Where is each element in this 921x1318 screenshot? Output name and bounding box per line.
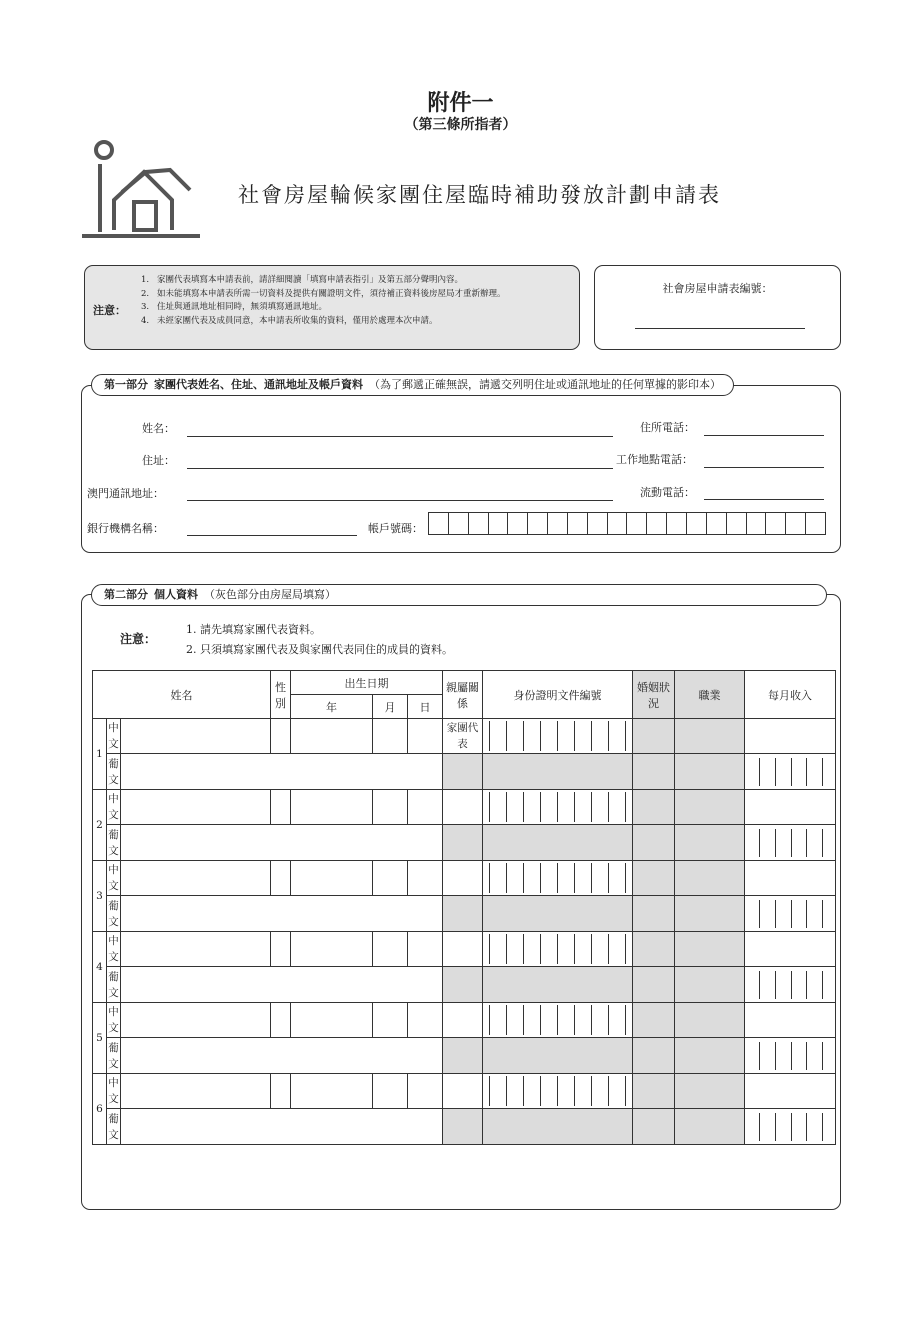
marital-cell	[633, 719, 675, 754]
part2-heading: 第二部分 個人資料 （灰色部分由房屋局填寫）	[91, 584, 827, 606]
relation-cell	[443, 1109, 483, 1145]
relation-cell[interactable]	[443, 1074, 483, 1109]
lang-portuguese: 葡文	[107, 1038, 121, 1074]
table-row	[93, 1074, 836, 1109]
income-cell[interactable]	[745, 861, 836, 896]
year-cell[interactable]	[291, 1003, 373, 1038]
notice-item: 3. 住址與通訊地址相同時，無須填寫通訊地址。	[141, 302, 328, 312]
notice-label: 注意：	[93, 304, 126, 317]
header-relation: 親屬關係	[443, 671, 483, 719]
sex-cell[interactable]	[271, 861, 291, 896]
id-number-cell	[483, 896, 633, 932]
name-cn-cell[interactable]	[121, 932, 271, 967]
year-cell[interactable]	[291, 790, 373, 825]
id-number-cell[interactable]	[483, 861, 633, 896]
id-number-cell	[483, 1109, 633, 1145]
occupation-cell	[675, 1109, 745, 1145]
account-number-field[interactable]	[428, 512, 826, 535]
id-number-cell[interactable]	[483, 1074, 633, 1109]
table-row	[93, 825, 836, 861]
day-cell[interactable]	[408, 790, 443, 825]
header-day: 日	[408, 695, 443, 719]
marital-cell	[633, 896, 675, 932]
marital-cell	[633, 1109, 675, 1145]
id-number-cell[interactable]	[483, 719, 633, 754]
relation-cell: 家團代表	[443, 719, 483, 754]
part2-notice-label: 注意：	[120, 632, 157, 646]
application-number-label: 社會房屋申請表編號：	[662, 282, 773, 295]
header-sex: 性別	[271, 671, 291, 719]
occupation-cell	[675, 1038, 745, 1074]
id-number-cell	[483, 1038, 633, 1074]
id-number-cell	[483, 967, 633, 1003]
table-row	[93, 790, 836, 825]
relation-cell	[443, 825, 483, 861]
row-number: 1	[93, 719, 107, 790]
occupation-cell	[675, 1003, 745, 1038]
table-header-row	[93, 671, 836, 695]
application-number-box	[594, 265, 841, 350]
notice-item: 2. 如未能填寫本申請表所需一切資料及提供有關證明文件，須待補正資料後房屋局才重新辦理。	[141, 288, 506, 299]
sex-cell[interactable]	[271, 1003, 291, 1038]
occupation-cell	[675, 825, 745, 861]
name-pt-cell[interactable]	[121, 1109, 443, 1145]
marital-cell	[633, 754, 675, 790]
home-phone-field[interactable]	[704, 435, 824, 436]
day-cell[interactable]	[408, 1003, 443, 1038]
marital-cell	[633, 861, 675, 896]
occupation-cell	[675, 967, 745, 1003]
id-number-cell	[483, 825, 633, 861]
income-cell[interactable]	[745, 1003, 836, 1038]
id-number-cell[interactable]	[483, 932, 633, 967]
notice-item: 1. 家團代表填寫本申請表前，請詳細閱讀「填寫申請表指引」及第五部分聲明內容。	[141, 275, 464, 285]
personal-data-table	[92, 670, 836, 1145]
id-number-cell	[483, 754, 633, 790]
sex-cell[interactable]	[271, 790, 291, 825]
row-number: 6	[93, 1074, 107, 1145]
marital-cell	[633, 1038, 675, 1074]
notice-list	[141, 274, 566, 328]
marital-cell	[633, 1074, 675, 1109]
name-cn-cell[interactable]	[121, 861, 271, 896]
name-pt-cell[interactable]	[121, 754, 443, 790]
relation-cell[interactable]	[443, 790, 483, 825]
lang-chinese: 中文	[107, 861, 121, 896]
name-cn-cell[interactable]	[121, 719, 271, 754]
table-row	[93, 1038, 836, 1074]
work-phone-field[interactable]	[704, 467, 824, 468]
sex-cell[interactable]	[271, 932, 291, 967]
relation-cell	[443, 1038, 483, 1074]
id-number-cell[interactable]	[483, 1003, 633, 1038]
income-cell[interactable]	[745, 790, 836, 825]
income-cell[interactable]	[745, 719, 836, 754]
table-row	[93, 719, 836, 754]
name-field[interactable]	[187, 436, 613, 437]
table-row	[93, 932, 836, 967]
marital-cell	[633, 1003, 675, 1038]
income-cell[interactable]	[745, 932, 836, 967]
month-cell[interactable]	[373, 932, 408, 967]
lang-chinese: 中文	[107, 1074, 121, 1109]
table-row	[93, 861, 836, 896]
year-cell[interactable]	[291, 932, 373, 967]
work-phone-label: 工作地點電話：	[616, 453, 693, 466]
table-row	[93, 896, 836, 932]
marital-cell	[633, 825, 675, 861]
name-pt-cell[interactable]	[121, 967, 443, 1003]
mail-address-label: 澳門通訊地址：	[87, 487, 164, 500]
marital-cell	[633, 790, 675, 825]
occupation-cell	[675, 896, 745, 932]
occupation-cell	[675, 861, 745, 896]
mail-address-field[interactable]	[187, 500, 613, 501]
table-row	[93, 1109, 836, 1145]
occupation-cell	[675, 932, 745, 967]
lang-portuguese: 葡文	[107, 754, 121, 790]
name-cn-cell[interactable]	[121, 1003, 271, 1038]
income-cell[interactable]	[745, 967, 836, 1003]
notice-box	[84, 265, 580, 350]
row-number: 3	[93, 861, 107, 932]
table-row	[93, 754, 836, 790]
lang-chinese: 中文	[107, 1003, 121, 1038]
month-cell[interactable]	[373, 719, 408, 754]
header-year: 年	[291, 695, 373, 719]
income-cell[interactable]	[745, 1109, 836, 1145]
header-id-number: 身份證明文件編號	[483, 671, 633, 719]
row-number: 5	[93, 1003, 107, 1074]
header-month: 月	[373, 695, 408, 719]
house-person-icon	[82, 134, 202, 242]
header-occupation: 職業	[675, 671, 745, 719]
day-cell[interactable]	[408, 932, 443, 967]
lang-portuguese: 葡文	[107, 967, 121, 1003]
mobile-label: 流動電話：	[640, 486, 695, 499]
marital-cell	[633, 932, 675, 967]
relation-cell	[443, 967, 483, 1003]
header-income: 每月收入	[745, 671, 836, 719]
name-pt-cell[interactable]	[121, 896, 443, 932]
header-marital: 婚姻狀況	[633, 671, 675, 719]
name-label: 姓名：	[142, 422, 175, 435]
year-cell[interactable]	[291, 1074, 373, 1109]
occupation-cell	[675, 790, 745, 825]
month-cell[interactable]	[373, 790, 408, 825]
name-cn-cell[interactable]	[121, 790, 271, 825]
form-title: 社會房屋輪候家團住屋臨時補助發放計劃申請表	[238, 183, 721, 207]
lang-portuguese: 葡文	[107, 1109, 121, 1145]
header-name: 姓名	[93, 671, 271, 719]
occupation-cell	[675, 754, 745, 790]
bank-field[interactable]	[187, 535, 357, 536]
sex-cell[interactable]	[271, 1074, 291, 1109]
notice-item: 4. 未經家團代表及成員同意，本申請表所收集的資料，僅用於處理本次申請。	[141, 315, 438, 326]
occupation-cell	[675, 719, 745, 754]
day-cell[interactable]	[408, 861, 443, 896]
relation-cell	[443, 896, 483, 932]
row-number: 4	[93, 932, 107, 1003]
annex-subtitle: （第三條所指者）	[404, 117, 517, 133]
account-label: 帳戶號碼：	[368, 522, 423, 535]
address-label: 住址：	[142, 454, 175, 467]
name-cn-cell[interactable]	[121, 1074, 271, 1109]
sex-cell[interactable]	[271, 719, 291, 754]
relation-cell[interactable]	[443, 932, 483, 967]
year-cell[interactable]	[291, 719, 373, 754]
address-field[interactable]	[187, 468, 613, 469]
application-number-field[interactable]	[635, 328, 805, 329]
name-pt-cell[interactable]	[121, 1038, 443, 1074]
row-number: 2	[93, 790, 107, 861]
month-cell[interactable]	[373, 1003, 408, 1038]
income-cell[interactable]	[745, 1074, 836, 1109]
day-cell[interactable]	[408, 1074, 443, 1109]
occupation-cell	[675, 1074, 745, 1109]
home-phone-label: 住所電話：	[640, 421, 695, 434]
name-pt-cell[interactable]	[121, 825, 443, 861]
part2-notice-1: 1. 請先填寫家團代表資料。	[186, 623, 321, 636]
relation-cell	[443, 754, 483, 790]
id-number-cell[interactable]	[483, 790, 633, 825]
lang-chinese: 中文	[107, 932, 121, 967]
day-cell[interactable]	[408, 719, 443, 754]
part1-heading: 第一部分 家團代表姓名、住址、通訊地址及帳戶資料 （為了郵遞正確無誤，請遞交列明住址或通訊地址的任何單據的影印本）	[91, 374, 734, 396]
lang-chinese: 中文	[107, 719, 121, 754]
marital-cell	[633, 967, 675, 1003]
year-cell[interactable]	[291, 861, 373, 896]
month-cell[interactable]	[373, 1074, 408, 1109]
bank-label: 銀行機構名稱：	[87, 522, 164, 535]
month-cell[interactable]	[373, 861, 408, 896]
relation-cell[interactable]	[443, 1003, 483, 1038]
lang-portuguese: 葡文	[107, 825, 121, 861]
lang-chinese: 中文	[107, 790, 121, 825]
income-cell[interactable]	[745, 896, 836, 932]
income-cell[interactable]	[745, 825, 836, 861]
table-row	[93, 967, 836, 1003]
income-cell[interactable]	[745, 1038, 836, 1074]
table-row	[93, 1003, 836, 1038]
income-cell[interactable]	[745, 754, 836, 790]
part2-notice-2: 2. 只須填寫家團代表及與家團代表同住的成員的資料。	[186, 643, 453, 656]
header-dob: 出生日期	[291, 671, 443, 695]
lang-portuguese: 葡文	[107, 896, 121, 932]
relation-cell[interactable]	[443, 861, 483, 896]
mobile-field[interactable]	[704, 499, 824, 500]
annex-title: 附件一	[427, 90, 494, 116]
